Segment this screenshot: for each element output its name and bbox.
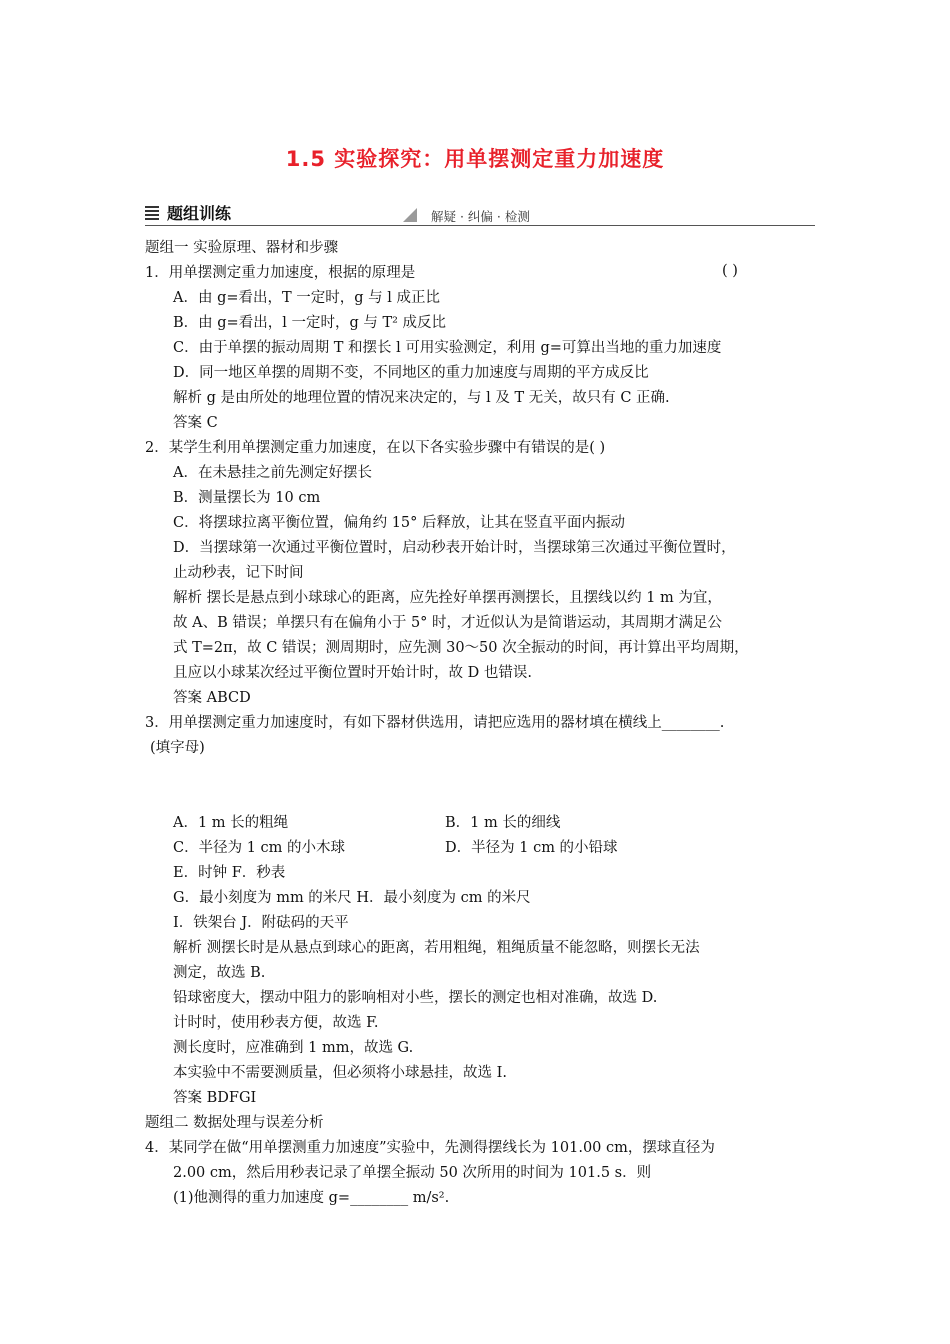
option-1b: B．由 g=看出，l 一定时，g 与 T² 成反比	[173, 315, 447, 331]
analysis-2-line4: 且应以小球某次经过平衡位置时开始计时，故 D 也错误.	[173, 665, 532, 681]
group-heading-2: 题组二 数据处理与误差分析	[145, 1115, 324, 1131]
analysis-3-line4: 计时时，使用秒表方便，故选 F.	[173, 1015, 379, 1031]
page-title: 1.5 实验探究：用单摆测定重力加速度	[285, 147, 665, 171]
question-3-note: (填字母)	[150, 740, 205, 756]
analysis-3-line5: 测长度时，应准确到 1 mm，故选 G.	[173, 1040, 414, 1056]
banner-rule	[145, 225, 815, 226]
question-4: 4．某同学在做“用单摆测重力加速度”实验中，先测得摆线长为 101.00 cm，摆球直径为	[145, 1140, 715, 1156]
group-heading: 题组一 实验原理、器材和步骤	[145, 240, 339, 256]
option-2a: A．在未悬挂之前先测定好摆长	[173, 465, 372, 481]
option-3d: D．半径为 1 cm 的小铅球	[445, 840, 618, 856]
option-1d: D．同一地区单摆的周期不变，不同地区的重力加速度与周期的平方成反比	[173, 365, 649, 381]
option-3gh: G．最小刻度为 mm 的米尺 H．最小刻度为 cm 的米尺	[173, 890, 531, 906]
triangle-icon	[403, 208, 417, 222]
analysis-1: 解析 g 是由所处的地理位置的情况来决定的，与 l 及 T 无关，故只有 C 正确.	[173, 390, 670, 406]
question-1: 1．用单摆测定重力加速度，根据的原理是	[145, 265, 416, 281]
option-1c: C．由于单摆的振动周期 T 和摆长 l 可用实验测定，利用 g=可算出当地的重力加速度	[173, 340, 722, 356]
analysis-2-line2: 故 A、B 错误；单摆只有在偏角小于 5° 时，才近似认为是简谐运动，其周期才满足公	[173, 615, 723, 631]
option-2d-cont: 止动秒表，记下时间	[173, 565, 304, 581]
option-3b: B．1 m 长的细线	[445, 815, 561, 831]
option-3a: A．1 m 长的粗绳	[173, 815, 289, 831]
answer-3: 答案 BDFGI	[173, 1090, 257, 1106]
question-3: 3．用单摆测定重力加速度时，有如下器材供选用，请把应选用的器材填在横线上________.	[145, 715, 725, 731]
answer-bracket: ( )	[722, 263, 738, 279]
answer-1: 答案 C	[173, 415, 218, 431]
banner-label: 题组训练	[167, 204, 232, 223]
option-2c: C．将摆球拉离平衡位置，偏角约 15° 后释放，让其在竖直平面内振动	[173, 515, 626, 531]
question-4-part1: (1)他测得的重力加速度 g=________ m/s².	[173, 1190, 450, 1206]
analysis-2-line3: 式 T=2π，故 C 错误；测周期时，应先测 30～50 次全振动的时间，再计算出平均周期，	[173, 640, 749, 656]
analysis-3-line3: 铅球密度大，摆动中阻力的影响相对小些，摆长的测定也相对准确，故选 D.	[173, 990, 658, 1006]
question-2: 2．某学生利用单摆测定重力加速度，在以下各实验步骤中有错误的是( )	[145, 440, 606, 456]
option-3c: C．半径为 1 cm 的小木球	[173, 840, 346, 856]
analysis-3-line6: 本实验中不需要测质量，但必须将小球悬挂，故选 I.	[173, 1065, 507, 1081]
answer-2: 答案 ABCD	[173, 690, 251, 706]
option-2b: B．测量摆长为 10 cm	[173, 490, 321, 506]
option-2d: D．当摆球第一次通过平衡位置时，启动秒表开始计时，当摆球第三次通过平衡位置时，	[173, 540, 736, 556]
banner-subtitle: 解疑 · 纠偏 · 检测	[431, 209, 530, 224]
analysis-3: 解析 测摆长时是从悬点到球心的距离，若用粗绳，粗绳质量不能忽略，则摆长无法	[173, 940, 700, 956]
analysis-3-line2: 测定，故选 B.	[173, 965, 266, 981]
option-3ef: E．时钟 F．秒表	[173, 865, 286, 881]
section-banner	[145, 200, 815, 228]
option-1a: A．由 g=看出，T 一定时，g 与 l 成正比	[173, 290, 441, 306]
question-4-line2: 2.00 cm，然后用秒表记录了单摆全振动 50 次所用的时间为 101.5 s．则	[173, 1165, 652, 1181]
stripes-icon	[145, 206, 159, 222]
option-3ij: I．铁架台 J．附砝码的天平	[173, 915, 349, 931]
analysis-2: 解析 摆长是悬点到小球球心的距离，应先拴好单摆再测摆长，且摆线以约 1 m 为宜，	[173, 590, 722, 606]
